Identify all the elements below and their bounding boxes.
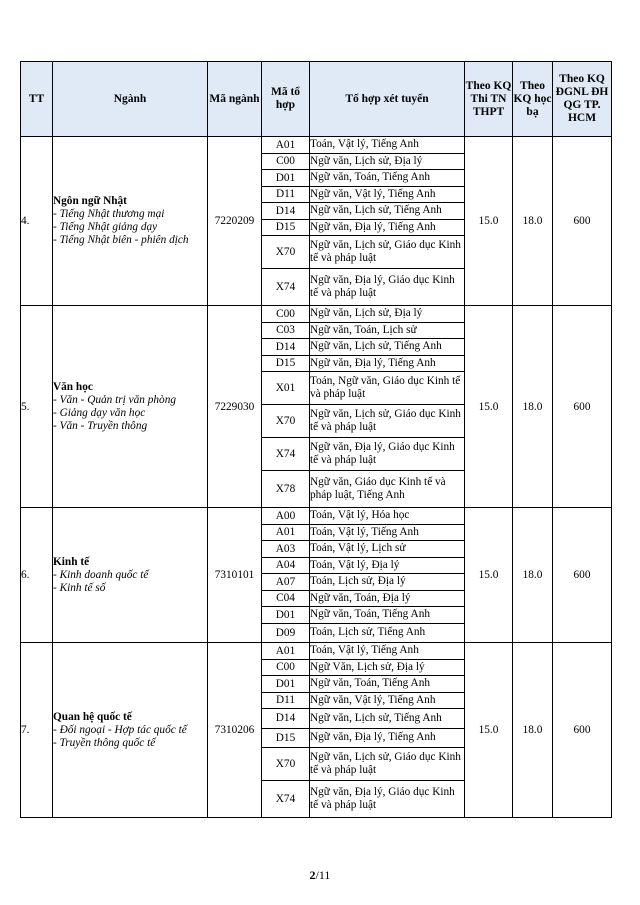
combo-subjects: Ngữ văn, Lịch sử, Tiếng Anh [310, 709, 465, 729]
table-header-row [21, 62, 612, 137]
combo-code: D14 [262, 709, 310, 729]
combo-code: D01 [262, 676, 310, 693]
combo-subjects: Toán, Ngữ văn, Giáo dục Kinh tế và pháp luật [310, 372, 465, 405]
combo-subjects: Ngữ văn, Địa lý, Giáo dục Kinh tế và pháp luật [310, 781, 465, 818]
page-number [0, 868, 640, 883]
major-index: 5. [21, 306, 53, 508]
score-dgnl: 600 [553, 508, 612, 643]
major-specialization: - Kinh doanh quốc tế [53, 568, 149, 581]
combo-subjects: Toán, Vật lý, Tiếng Anh [310, 137, 465, 154]
admission-table [20, 61, 612, 818]
combo-subjects: Toán, Vật lý, Tiếng Anh [310, 524, 465, 541]
combo-subjects: Ngữ văn, Địa lý, Giáo dục Kinh tế và pháp luật [310, 438, 465, 471]
combo-subjects: Ngữ văn, Lịch sử, Giáo dục Kinh tế và pháp luật [310, 748, 465, 781]
combo-code: C00 [262, 306, 310, 323]
combo-code: X70 [262, 748, 310, 781]
combo-code: D01 [262, 170, 310, 187]
combo-code: A01 [262, 137, 310, 154]
table-row [21, 306, 612, 323]
combo-subjects: Ngữ văn, Vật lý, Tiếng Anh [310, 186, 465, 203]
page-current: 2 [309, 868, 316, 882]
combo-subjects: Toán, Vật lý, Lịch sử [310, 541, 465, 558]
major-code: 7220209 [208, 137, 262, 306]
major-index: 4. [21, 137, 53, 306]
combo-subjects: Ngữ văn, Địa lý, Tiếng Anh [310, 355, 465, 372]
combo-code: C03 [262, 322, 310, 339]
combo-code: D15 [262, 728, 310, 748]
score-hoc-ba: 18.0 [513, 643, 553, 818]
major-code: 7310101 [208, 508, 262, 643]
combo-code: X74 [262, 438, 310, 471]
combo-code: D11 [262, 186, 310, 203]
table-row [21, 508, 612, 525]
combo-code: X74 [262, 269, 310, 306]
major-code: 7310206 [208, 643, 262, 818]
col-header-ma-to-hop: Mã tổ hợp [262, 62, 310, 137]
score-hoc-ba: 18.0 [513, 306, 553, 508]
combo-subjects: Ngữ văn, Địa lý, Giáo dục Kinh tế và pháp luật [310, 269, 465, 306]
major-cell [53, 508, 208, 643]
col-header-tt: TT [21, 62, 53, 137]
score-dgnl: 600 [553, 643, 612, 818]
combo-subjects: Ngữ văn, Giáo dục Kinh tế và pháp luật, Tiếng Anh [310, 471, 465, 508]
major-cell [53, 306, 208, 508]
table-body [21, 137, 612, 818]
combo-code: D15 [262, 219, 310, 236]
major-specialization: - Giảng dạy văn học [53, 406, 146, 419]
combo-code: D11 [262, 692, 310, 709]
combo-code: A00 [262, 508, 310, 525]
combo-subjects: Ngữ văn, Toán, Địa lý [310, 590, 465, 607]
combo-code: X01 [262, 372, 310, 405]
combo-subjects: Ngữ văn, Vật lý, Tiếng Anh [310, 692, 465, 709]
combo-subjects: Toán, Lịch sử, Tiếng Anh [310, 623, 465, 643]
combo-code: C04 [262, 590, 310, 607]
combo-subjects: Ngữ Văn, Lịch sử, Địa lý [310, 659, 465, 676]
combo-subjects: Ngữ văn, Toán, Tiếng Anh [310, 170, 465, 187]
table-row [21, 643, 612, 660]
major-specialization: - Đối ngoại - Hợp tác quốc tế [53, 723, 187, 736]
combo-subjects: Ngữ văn, Địa lý, Tiếng Anh [310, 219, 465, 236]
combo-code: C00 [262, 659, 310, 676]
combo-code: A03 [262, 541, 310, 558]
combo-code: D14 [262, 339, 310, 356]
combo-code: C00 [262, 153, 310, 170]
combo-subjects: Ngữ văn, Lịch sử, Giáo dục Kinh tế và pháp luật [310, 405, 465, 438]
major-name: Ngôn ngữ Nhật [53, 195, 127, 207]
combo-code: X74 [262, 781, 310, 818]
combo-subjects: Ngữ văn, Toán, Lịch sử [310, 322, 465, 339]
combo-subjects: Toán, Lịch sử, Địa lý [310, 574, 465, 591]
combo-subjects: Ngữ văn, Toán, Tiếng Anh [310, 676, 465, 693]
combo-code: A07 [262, 574, 310, 591]
table-row [21, 137, 612, 154]
col-header-ma-nganh: Mã ngành [208, 62, 262, 137]
col-header-nganh: Ngành [53, 62, 208, 137]
combo-subjects: Ngữ văn, Lịch sử, Địa lý [310, 153, 465, 170]
score-dgnl: 600 [553, 137, 612, 306]
combo-code: A01 [262, 643, 310, 660]
combo-subjects: Toán, Vật lý, Địa lý [310, 557, 465, 574]
major-index: 7. [21, 643, 53, 818]
combo-code: D14 [262, 203, 310, 220]
combo-subjects: Ngữ văn, Lịch sử, Địa lý [310, 306, 465, 323]
score-hoc-ba: 18.0 [513, 137, 553, 306]
score-thpt: 15.0 [465, 508, 513, 643]
page-total: /11 [315, 868, 331, 882]
score-thpt: 15.0 [465, 306, 513, 508]
col-header-to-hop: Tổ hợp xét tuyển [310, 62, 465, 137]
combo-subjects: Ngữ văn, Địa lý, Tiếng Anh [310, 728, 465, 748]
major-specialization: - Kinh tế số [53, 581, 106, 594]
combo-subjects: Ngữ văn, Lịch sử, Tiếng Anh [310, 203, 465, 220]
score-thpt: 15.0 [465, 137, 513, 306]
combo-code: X78 [262, 471, 310, 508]
col-header-hoc-ba: Theo KQ học bạ [513, 62, 553, 137]
major-index: 6. [21, 508, 53, 643]
major-cell [53, 643, 208, 818]
combo-code: D15 [262, 355, 310, 372]
score-thpt: 15.0 [465, 643, 513, 818]
major-specialization: - Văn - Truyền thông [53, 419, 148, 432]
major-specialization: - Văn - Quản trị văn phòng [53, 393, 176, 406]
major-cell [53, 137, 208, 306]
major-specialization: - Truyền thông quốc tế [53, 736, 156, 749]
col-header-thpt: Theo KQ Thi TN THPT [465, 62, 513, 137]
combo-code: A01 [262, 524, 310, 541]
combo-code: A04 [262, 557, 310, 574]
major-specialization: - Tiếng Nhật giảng dạy [53, 221, 158, 233]
score-hoc-ba: 18.0 [513, 508, 553, 643]
score-dgnl: 600 [553, 306, 612, 508]
combo-subjects: Ngữ văn, Toán, Tiếng Anh [310, 607, 465, 624]
major-name: Kinh tế [53, 555, 90, 568]
combo-subjects: Ngữ văn, Lịch sử, Tiếng Anh [310, 339, 465, 356]
major-code: 7229030 [208, 306, 262, 508]
col-header-dgnl: Theo KQ ĐGNL ĐH QG TP. HCM [553, 62, 612, 137]
combo-subjects: Toán, Vật lý, Tiếng Anh [310, 643, 465, 660]
combo-code: X70 [262, 405, 310, 438]
major-name: Văn học [53, 380, 93, 393]
major-specialization: - Tiếng Nhật biên - phiên dịch [53, 234, 189, 246]
combo-code: D09 [262, 623, 310, 643]
combo-subjects: Toán, Vật lý, Hóa học [310, 508, 465, 525]
combo-code: X70 [262, 236, 310, 269]
combo-code: D01 [262, 607, 310, 624]
combo-subjects: Ngữ văn, Lịch sử, Giáo dục Kinh tế và pháp luật [310, 236, 465, 269]
major-specialization: - Tiếng Nhật thương mại [53, 208, 165, 220]
major-name: Quan hệ quốc tế [53, 710, 132, 723]
